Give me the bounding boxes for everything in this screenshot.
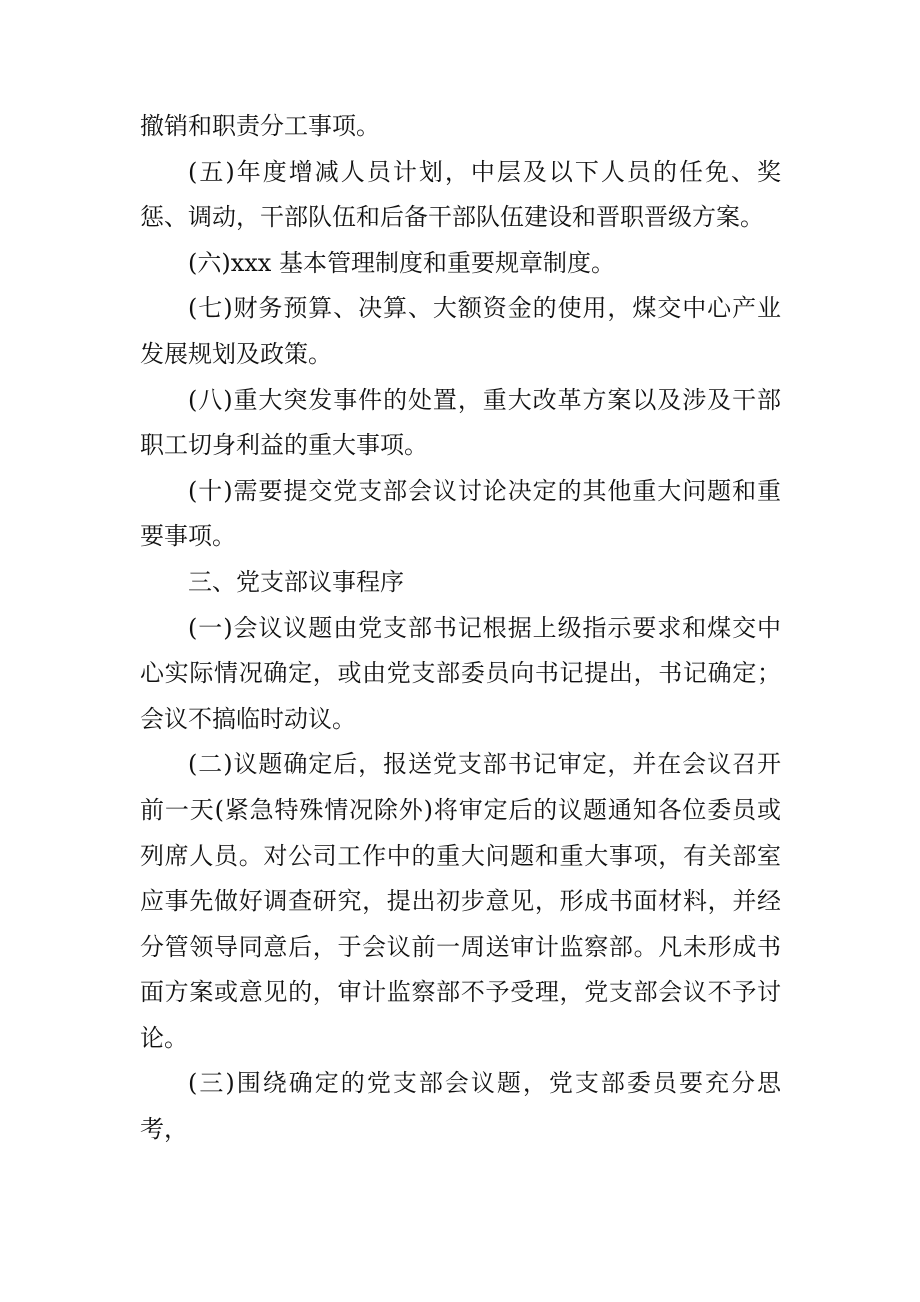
paragraph: (十)需要提交党支部会议讨论决定的其他重大问题和重要事项。 (140, 476, 781, 551)
paragraph: (三)围绕确定的党支部会议题，党支部委员要充分思考， (140, 1069, 781, 1144)
paragraph: (八)重大突发事件的处置，重大改革方案以及涉及干部职工切身利益的重大事项。 (140, 385, 781, 460)
section-heading: 三、党支部议事程序 (188, 567, 404, 596)
paragraph: 撤销和职责分工事项。 (140, 112, 380, 140)
paragraph: (二)议题确定后，报送党支部书记审定，并在会议召开前一天(紧急特殊情况除外)将审定后的议题通知各位委员或列席人员。对公司工作中的重大问题和重大事项，有关部室应事先做好调查研究，提出初步意见，形成书面材料，并经分管领导同意后，于会议前一周送审计监察部。凡未形成书面方案或意见的，审计监察部不予受理，党支部会议不予讨论。 (140, 750, 781, 1052)
paragraph: (六)xxx 基本管理制度和重要规章制度。 (188, 248, 615, 277)
paragraph: (七)财务预算、决算、大额资金的使用，煤交中心产业发展规划及政策。 (140, 294, 781, 368)
paragraph: (一)会议议题由党支部书记根据上级指示要求和煤交中心实际情况确定，或由党支部委员向书记提出，书记确定；会议不搞临时动议。 (140, 613, 781, 733)
paragraph: (五)年度增减人员计划，中层及以下人员的任免、奖惩、调动，干部队伍和后备干部队伍建设和晋职晋级方案。 (140, 157, 781, 232)
document-body (140, 104, 781, 1153)
